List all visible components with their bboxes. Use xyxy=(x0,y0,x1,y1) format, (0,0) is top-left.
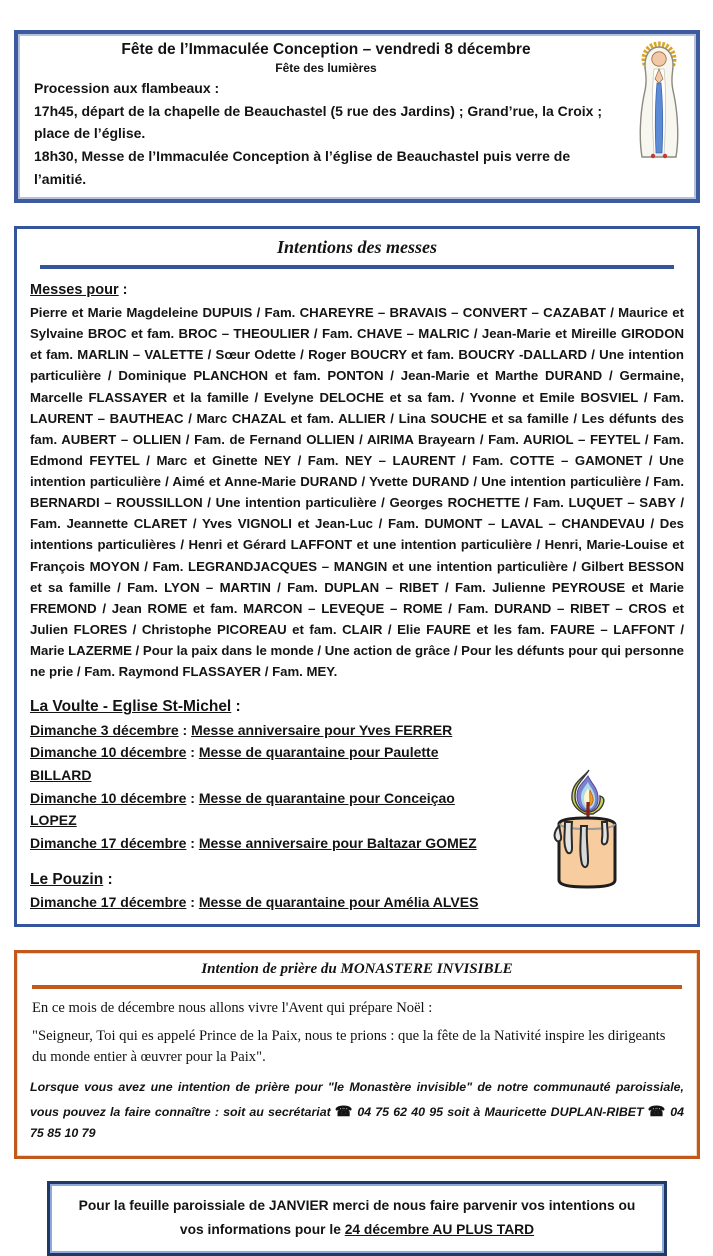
announcement-subtitle: Fête des lumières xyxy=(275,61,377,76)
mass-item: Dimanche 17 décembre : Messe de quarantaine pour Amélia ALVES xyxy=(30,893,479,910)
mass-item: Dimanche 3 décembre : Messe anniversaire pour Yves FERRER xyxy=(30,721,453,738)
masses-pour-heading: Messes pour : xyxy=(30,281,128,298)
monastere-intro: En ce mois de décembre nous allons vivre l'Avent qui prépare Noël : xyxy=(32,999,433,1016)
candle-icon xyxy=(541,768,633,890)
footer-notice-box xyxy=(47,1181,667,1256)
announcement-line: Procession aux flambeaux : xyxy=(34,80,220,97)
intentions-box xyxy=(14,226,700,926)
monastere-box xyxy=(14,950,700,1160)
monastere-note: Lorsque vous avez une intention de prière pour "le Monastère invisible" de notre communauté paroissiale, vous pouvez la faire connaître : soit au secrétariat ☎ 04 75 62 40 95 soit à Mauricette DUPLAN-RIBET ☎ 04 75 85 10 79 xyxy=(30,1080,684,1141)
virgin-mary-statue-icon xyxy=(630,39,688,165)
phone-icon: ☎ xyxy=(647,1102,666,1119)
phone-icon: ☎ xyxy=(334,1102,354,1119)
announcement-line: 18h30, Messe de l’Immaculée Conception à l’église de Beauchastel puis verre de l’amitié. xyxy=(34,148,571,187)
orange-divider xyxy=(32,985,682,989)
monastere-quote: "Seigneur, Toi qui es appelé Prince de la Paix, nous te prions : que la fête de la Nativité inspire les dirigeants du monde entier à œuvrer pour la Paix". xyxy=(32,1027,666,1065)
mass-item: Dimanche 10 décembre : Messe de quarantaine pour Conceiçao LOPEZ xyxy=(30,789,455,829)
section-heading-le-pouzin: Le Pouzin : xyxy=(30,870,113,888)
announcement-line: 17h45, départ de la chapelle de Beauchastel (5 rue des Jardins) ; Grand’rue, la Croix ; place de l’église. xyxy=(34,102,602,142)
announcement-title: Fête de l’Immaculée Conception – vendredi 8 décembre xyxy=(121,41,531,58)
monastere-title: Intention de prière du MONASTERE INVISIBLE xyxy=(201,960,513,977)
phone-number: 04 75 62 40 95 xyxy=(353,1104,448,1119)
announcement-box xyxy=(14,30,700,203)
mass-intentions-text: Pierre et Marie Magdeleine DUPUIS / Fam. CHAREYRE – BRAVAIS – CONVERT – CAZABAT / Maurice et Sylvaine BROC et fam. BROC – THEOULIER / Fam. CHAVE – MALRIC / Jean-Marie et Mireille GIRODON et fam. MARLIN – VALETTE / Sœur Odette / Roger BOUCRY et fam. BOUCRY -DALLARD / Une intention particulière / Dominique PLANCHON et fam. PONTON / Jean-Marie et Marthe DURAND / Germaine, Marcelle FLASSAYER et la famille / Evelyne DELOCHE et sa fam. / Yvonne et Emile BOSVIEL / Fam. LAURENT – BAUTHEAC / Marc CHAZAL et fam. ALLIER / Lina SOUCHE et sa famille / Les défunts des fam. AUBERT – OLLIEN / Fam. de Fernand OLLIEN / AIRIMA Brayearn / Fam. AURIOL – FEYTEL / Fam. Edmond FEYTEL / Marc et Ginette NEY / Fam. NEY – LAURENT / Fam. COTTE – GAMONET / Une intention particulière / Aimé et Anne-Marie DURAND / Yvette DURAND / Une intention particulière / Fam. BERNARDI – ROUSSILLON / Une intention particulière / Georges ROCHETTE / Fam. LUQUET – SABY / Fam. Jeannette CLARET / Yves VIGNOLI et Jean-Luc / Fam. DUMONT – LAVAL – CHANDEVAU / Des intentions particulières / Henri et Gérard LAFFONT et une intention particulière / Henri, Marie-Louise et François MOYON / Fam. LEGRANDJACQUES – MANGIN et une intention particulière / Gilbert BESSON et sa famille / Fam. LYON – MARTIN / Fam. DUPLAN – RIBET / Fam. Julienne PEYROUSE et Marie FREMOND / Jean ROME et fam. MARCON – LEVEQUE – ROME / Fam. DURAND – RIBET – CROS et Julien FLORES / Christophe PICOREAU et fam. CLAIR / Elie FAURE et les fam. FAURE – LAFFONT / Marie LAZERME / Pour la paix dans le monde / Une action de grâce / Pour les défunts pour qui personne ne prie / Fam. Raymond FLASSAYER / Fam. MEY. xyxy=(30,305,684,680)
mass-item: Dimanche 17 décembre : Messe anniversaire pour Baltazar GOMEZ xyxy=(30,834,477,851)
phone-number: 04 75 85 10 79 xyxy=(30,1104,684,1141)
footer-notice-text: Pour la feuille paroissiale de JANVIER merci de nous faire parvenir vos intentions ou vos informations pour le xyxy=(78,1198,636,1237)
mass-item: Dimanche 10 décembre : Messe de quarantaine pour Paulette BILLARD xyxy=(30,744,439,783)
intentions-title: Intentions des messes xyxy=(276,237,438,258)
blue-divider xyxy=(40,265,674,269)
section-heading-la-voulte: La Voulte - Eglise St-Michel : xyxy=(30,698,241,716)
footer-deadline: 24 décembre AU PLUS TARD xyxy=(344,1221,535,1237)
